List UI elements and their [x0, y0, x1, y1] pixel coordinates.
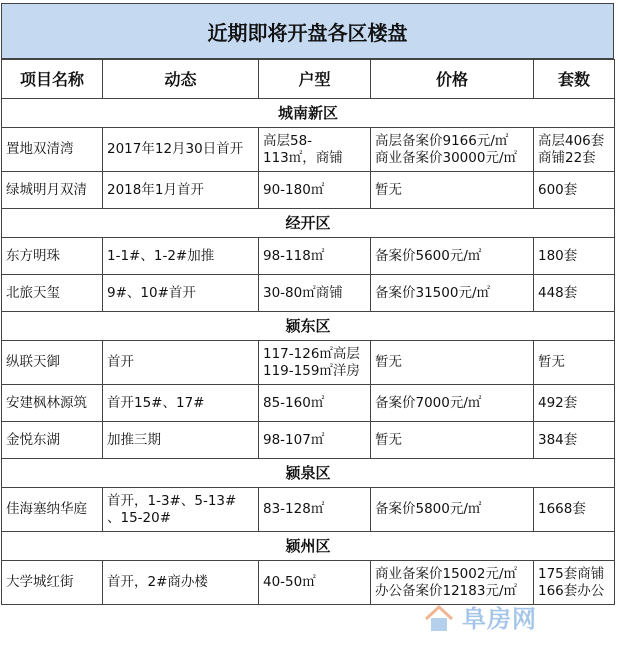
- cell-price: [371, 385, 534, 422]
- cell-unit-count-line: 175套商铺: [538, 565, 605, 582]
- cell-price-line: 暂无: [375, 431, 402, 448]
- cell-unit-count: [534, 422, 615, 459]
- cell-project-name: 佳海塞纳华庭: [2, 488, 103, 532]
- listing-table: [1, 59, 615, 605]
- cell-unit-count: [534, 275, 615, 312]
- district-row: [2, 99, 615, 128]
- district-row: [2, 532, 615, 561]
- cell-unit-count: [534, 488, 615, 532]
- header-status: 动态: [103, 60, 259, 99]
- header-unit-count: 套数: [534, 60, 615, 99]
- header-row: [2, 60, 615, 99]
- cell-price-line: 商业备案价30000元/㎡: [375, 149, 517, 166]
- district-name: 颍州区: [2, 532, 615, 561]
- cell-unit-type: [259, 275, 371, 312]
- cell-status: 2017年12月30日首开: [103, 128, 259, 172]
- cell-unit-count-line: 600套: [538, 181, 578, 198]
- cell-price-line: 备案价31500元/㎡: [375, 284, 490, 301]
- cell-project-name: 绿城明月双清: [2, 172, 103, 209]
- table-row: [2, 422, 615, 459]
- cell-unit-type: [259, 422, 371, 459]
- cell-price-line: 商业备案价15002元/㎡: [375, 565, 517, 582]
- cell-price: [371, 238, 534, 275]
- cell-unit-count-line: 商铺22套: [538, 149, 596, 166]
- cell-price-line: 办公备案价12183元/㎡: [375, 582, 517, 599]
- cell-unit-type-line: 40-50㎡: [263, 574, 316, 590]
- header-unit-type: 户型: [259, 60, 371, 99]
- cell-unit-count-line: 暂无: [538, 354, 565, 370]
- cell-unit-type-line: 85-160㎡: [263, 394, 325, 411]
- cell-status: 首开15#、17#: [103, 385, 259, 422]
- house-logo-icon: [422, 601, 456, 635]
- cell-unit-count: [534, 385, 615, 422]
- cell-status: 1-1#、1-2#加推: [103, 238, 259, 275]
- cell-price: [371, 172, 534, 209]
- cell-unit-count-line: 180套: [538, 247, 578, 264]
- district-name: 经开区: [2, 209, 615, 238]
- district-row: [2, 209, 615, 238]
- cell-unit-type: [259, 238, 371, 275]
- table-row: [2, 172, 615, 209]
- cell-unit-count: [534, 128, 615, 172]
- watermark-text: 阜房网: [462, 605, 537, 633]
- cell-project-name: 安建枫林源筑: [2, 385, 103, 422]
- cell-unit-count-line: 166套办公: [538, 582, 605, 599]
- cell-unit-count: [534, 561, 615, 605]
- cell-unit-count-line: 高层406套: [538, 132, 605, 149]
- cell-unit-type: [259, 488, 371, 532]
- cell-unit-type: [259, 172, 371, 209]
- cell-price-line: 暂无: [375, 354, 402, 370]
- cell-unit-count-line: 384套: [538, 431, 578, 448]
- table-row: [2, 385, 615, 422]
- cell-status: [103, 488, 259, 532]
- cell-project-name: 大学城红街: [2, 561, 103, 605]
- cell-unit-type-line: 98-107㎡: [263, 431, 325, 448]
- district-name: 颍泉区: [2, 459, 615, 488]
- cell-unit-type-line: 98-118㎡: [263, 247, 325, 264]
- cell-unit-type: [259, 341, 371, 385]
- district-row: [2, 312, 615, 341]
- district-row: [2, 459, 615, 488]
- header-project-name: 项目名称: [2, 60, 103, 99]
- cell-price-line: 高层备案价9166元/㎡: [375, 132, 509, 149]
- cell-status: 首开: [103, 341, 259, 385]
- cell-unit-type-line: 90-180㎡: [263, 181, 325, 198]
- cell-price-line: 暂无: [375, 181, 402, 198]
- cell-status-line: 首开，1-3#、5-13#: [107, 492, 237, 509]
- cell-unit-type-line: 高层58-: [263, 132, 313, 149]
- table-row: [2, 275, 615, 312]
- district-name: 颍东区: [2, 312, 615, 341]
- cell-price-line: 备案价7000元/㎡: [375, 394, 482, 411]
- cell-status: 加推三期: [103, 422, 259, 459]
- cell-project-name: 北旅天玺: [2, 275, 103, 312]
- cell-price: [371, 275, 534, 312]
- table-row: [2, 238, 615, 275]
- cell-price: [371, 128, 534, 172]
- cell-unit-count: [534, 341, 615, 385]
- cell-price: [371, 341, 534, 385]
- cell-status-line: 、15-20#: [107, 509, 172, 526]
- cell-status: 9#、10#首开: [103, 275, 259, 312]
- cell-unit-count: [534, 238, 615, 275]
- cell-unit-count-line: 492套: [538, 394, 578, 411]
- table-row: [2, 561, 615, 605]
- cell-status: 2018年1月首开: [103, 172, 259, 209]
- sheet-title: 近期即将开盘各区楼盘: [1, 3, 614, 59]
- cell-price: [371, 422, 534, 459]
- cell-unit-type-line: 30-80㎡商铺: [263, 284, 343, 301]
- cell-price-line: 备案价5800元/㎡: [375, 501, 482, 517]
- cell-unit-type: [259, 385, 371, 422]
- cell-project-name: 东方明珠: [2, 238, 103, 275]
- cell-unit-type-line: 113㎡，商铺: [263, 149, 343, 166]
- cell-unit-count: [534, 172, 615, 209]
- table-row: [2, 488, 615, 532]
- cell-unit-type-line: 119-159㎡洋房: [263, 362, 360, 379]
- district-name: 城南新区: [2, 99, 615, 128]
- cell-price-line: 备案价5600元/㎡: [375, 247, 482, 264]
- cell-project-name: 置地双清湾: [2, 128, 103, 172]
- cell-unit-count-line: 448套: [538, 284, 578, 301]
- cell-unit-count-line: 1668套: [538, 501, 586, 517]
- cell-unit-type-line: 83-128㎡: [263, 501, 325, 517]
- cell-project-name: 金悦东湖: [2, 422, 103, 459]
- table-row: [2, 128, 615, 172]
- cell-price: [371, 561, 534, 605]
- cell-status: 首开，2#商办楼: [103, 561, 259, 605]
- header-price: 价格: [371, 60, 534, 99]
- cell-unit-type: [259, 561, 371, 605]
- listing-sheet: [1, 3, 614, 605]
- cell-unit-type-line: 117-126㎡高层: [263, 345, 360, 362]
- cell-unit-type: [259, 128, 371, 172]
- cell-project-name: 纵联天御: [2, 341, 103, 385]
- cell-price: [371, 488, 534, 532]
- table-row: [2, 341, 615, 385]
